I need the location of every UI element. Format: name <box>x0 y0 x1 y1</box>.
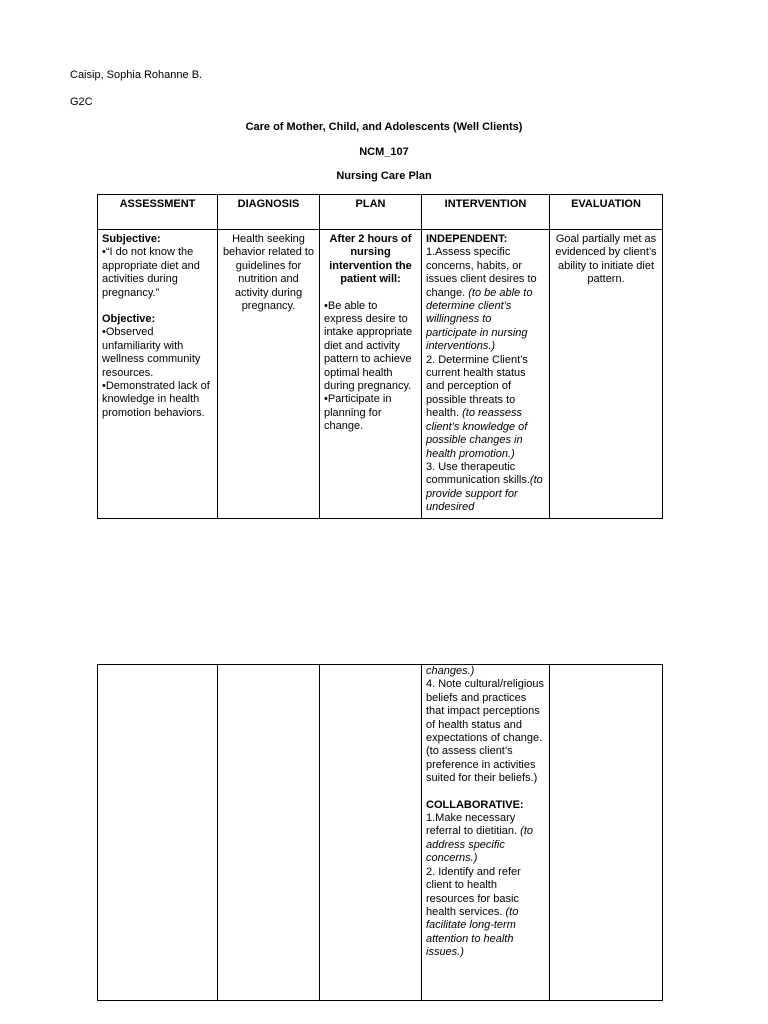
evaluation-cell <box>550 665 663 1001</box>
intervention-rationale: (to address specific concerns.) <box>426 825 534 865</box>
independent-label: INDEPENDENT: <box>426 233 508 245</box>
intervention-item <box>426 246 545 353</box>
intervention-text: 1.Make necessary referral to dietitian. <box>426 812 518 838</box>
intervention-item <box>426 354 545 461</box>
plan-item: •Be able to express desire to intake appropriate diet and activity pattern to achieve optimal health during pregnancy. <box>324 299 413 393</box>
student-name: Caisip, Sophia Rohanne B. <box>70 69 203 81</box>
evaluation-cell: Goal partially met as evidenced by client’s ability to initiate diet pattern. <box>550 230 663 519</box>
assessment-cell <box>98 665 218 1001</box>
subjective-label: Subjective: <box>102 233 161 245</box>
intervention-cell <box>422 665 550 1001</box>
intervention-text: 1.Assess specific concerns, habits, or issues client desires to change. <box>426 246 537 299</box>
plan-lead: After 2 hours of nursing intervention the patient will: <box>329 233 412 286</box>
objective-item: •Demonstrated lack of knowledge in health promotion behaviors. <box>102 380 210 419</box>
intervention-cell <box>422 230 550 519</box>
course-code: NCM_107 <box>359 146 409 158</box>
plan-item: •Participate in planning for change. <box>324 393 392 433</box>
intervention-item: 4. Note cultural/religious beliefs and practices that impact perceptions of health status and expectations of change. (to assess client’s preference in activities suited for their beliefs.) <box>426 678 545 785</box>
col-header-plan: PLAN <box>320 195 422 230</box>
intervention-rationale: (to be able to determine client’s willingness to participate in nursing interventions.) <box>426 286 533 353</box>
table-row <box>98 665 663 1001</box>
diagnosis-cell <box>218 665 320 1001</box>
intervention-item <box>426 812 545 866</box>
intervention-item <box>426 866 545 960</box>
collaborative-label: COLLABORATIVE: <box>426 798 524 811</box>
objective-label: Objective: <box>102 313 156 326</box>
intervention-item <box>426 461 545 515</box>
assessment-cell <box>98 230 218 519</box>
table-row <box>98 230 663 519</box>
col-header-assessment: ASSESSMENT <box>98 195 218 230</box>
col-header-diagnosis: DIAGNOSIS <box>218 195 320 230</box>
plan-cell <box>320 665 422 1001</box>
objective-item: •Observed unfamiliarity with wellness community resources. <box>102 326 201 379</box>
document-title: Nursing Care Plan <box>336 170 432 182</box>
care-plan-table-continued <box>97 664 663 1001</box>
intervention-text: 3. Use therapeutic communication skills. <box>426 460 530 487</box>
intervention-text: 2. Identify and refer client to health resources for basic health services. <box>426 865 521 918</box>
table-header-row <box>98 195 663 230</box>
subjective-text: •“I do not know the appropriate diet and activities during pregnancy.” <box>102 246 200 299</box>
intervention-rationale: (to reassess client’s knowledge of possible changes in health promotion.) <box>426 407 528 460</box>
intervention-rationale: (to facilitate long-term attention to health issues.) <box>426 905 519 959</box>
intervention-rationale: changes.) <box>426 665 475 677</box>
course-title: Care of Mother, Child, and Adolescents (Well Clients) <box>245 121 523 133</box>
care-plan-table <box>97 194 663 519</box>
diagnosis-cell: Health seeking behavior related to guidelines for nutrition and activity during pregnancy. <box>218 230 320 519</box>
intervention-rationale: (to provide support for undesired <box>426 474 543 514</box>
plan-cell <box>320 230 422 519</box>
col-header-evaluation: EVALUATION <box>550 195 663 230</box>
col-header-intervention: INTERVENTION <box>422 195 550 230</box>
student-section: G2C <box>70 96 93 108</box>
intervention-text: 2. Determine Client’s current health status and perception of possible threats to health. <box>426 353 528 420</box>
